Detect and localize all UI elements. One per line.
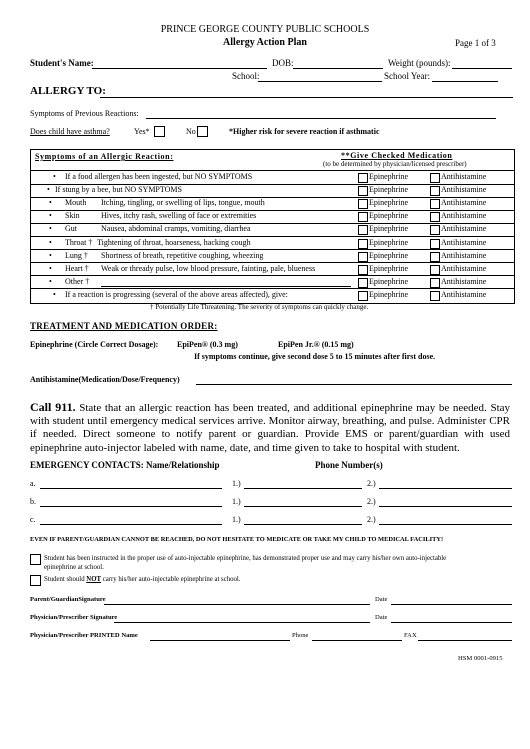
weight-field[interactable] xyxy=(452,68,512,69)
antihistamine-checkbox[interactable] xyxy=(430,186,440,196)
epinephrine-checkbox[interactable] xyxy=(358,239,368,249)
antihistamine-checkbox[interactable] xyxy=(430,199,440,209)
epinephrine-label: Epinephrine xyxy=(369,276,409,286)
second-dose-instruction: If symptoms continue, give second dose 5 to 15 minutes after first dose. xyxy=(194,352,436,361)
allergy-to-label: ALLERGY TO: xyxy=(30,85,106,97)
contact-phone2-label: 2.) xyxy=(367,497,376,506)
antihistamine-label: Antihistamine(Medication/Dose/Frequency) xyxy=(30,375,180,384)
table-row-divider xyxy=(31,275,514,276)
epinephrine-checkbox[interactable] xyxy=(358,291,368,301)
contact-phone1-label: 1.) xyxy=(232,497,241,506)
symptom-description: If stung by a bee, but NO SYMPTOMS xyxy=(55,185,182,195)
epinephrine-checkbox[interactable] xyxy=(358,252,368,262)
epinephrine-checkbox[interactable] xyxy=(358,225,368,235)
previous-reactions-field[interactable] xyxy=(146,118,496,119)
table-row-divider xyxy=(31,197,514,198)
epinephrine-checkbox[interactable] xyxy=(358,265,368,275)
table-row-divider xyxy=(31,249,514,250)
self-carry-text-line1: Student has been instructed in the proper use of auto-injectable epinephrine, has demonstrated proper use and may carry his/her own auto-injectable xyxy=(44,555,447,562)
symptom-area: Lung † xyxy=(65,250,88,260)
school-label: School: xyxy=(232,71,260,81)
previous-reactions-label: Symptoms of Previous Reactions: xyxy=(30,109,139,118)
row-bullet: • xyxy=(49,211,52,221)
epinephrine-checkbox[interactable] xyxy=(358,212,368,222)
symptom-description: If a reaction is progressing (several of the above areas affected), give: xyxy=(65,289,288,299)
epinephrine-label: Epinephrine xyxy=(369,250,409,260)
parent-date-label: Date xyxy=(375,596,388,603)
epinephrine-checkbox[interactable] xyxy=(358,199,368,209)
parent-date-field[interactable] xyxy=(391,604,512,605)
antihistamine-checkbox[interactable] xyxy=(430,173,440,183)
phone-field[interactable] xyxy=(312,640,402,641)
school-field[interactable] xyxy=(258,81,382,82)
row-bullet: • xyxy=(47,185,50,195)
call-911-paragraph xyxy=(30,401,510,455)
call-911-lead: Call 911. xyxy=(30,400,76,414)
epinephrine-checkbox[interactable] xyxy=(358,278,368,288)
no-self-carry-checkbox[interactable] xyxy=(30,575,41,586)
dob-label: DOB: xyxy=(272,58,294,68)
row-bullet: • xyxy=(49,198,52,208)
antihistamine-checkbox[interactable] xyxy=(430,212,440,222)
antihistamine-label: Antihistamine xyxy=(441,185,487,195)
phone-label: Phone xyxy=(292,632,309,639)
antihistamine-label: Antihistamine xyxy=(441,250,487,260)
epinephrine-label: Epinephrine xyxy=(369,172,409,181)
symptoms-header: Symptoms of an Allergic Reaction: xyxy=(35,152,174,161)
physician-signature-field[interactable] xyxy=(114,622,370,623)
contact-phone1-label: 1.) xyxy=(232,515,241,524)
antihistamine-field[interactable] xyxy=(196,384,512,385)
medication-subheader: (to be determined by physician/licensed prescriber) xyxy=(323,160,467,168)
contact-letter: c. xyxy=(30,515,36,524)
epinephrine-label: Epinephrine xyxy=(369,263,409,273)
weight-label: Weight (pounds): xyxy=(388,58,451,68)
physician-date-label: Date xyxy=(375,614,388,621)
medication-header: **Give Checked Medication xyxy=(341,151,453,160)
printed-name-label: Physician/Prescriber PRINTED Name xyxy=(30,632,138,639)
symptom-description: Tightening of throat, hoarseness, hacking cough xyxy=(97,237,251,247)
contact-name-field[interactable] xyxy=(40,524,222,525)
asthma-note: *Higher risk for severe reaction if asthmatic xyxy=(229,127,380,136)
school-year-field[interactable] xyxy=(432,81,498,82)
asthma-label: Does child have asthma? xyxy=(30,127,110,136)
school-name: PRINCE GEORGE COUNTY PUBLIC SCHOOLS xyxy=(160,24,370,35)
antihistamine-checkbox[interactable] xyxy=(430,239,440,249)
antihistamine-label: Antihistamine xyxy=(441,211,487,221)
table-row-divider xyxy=(31,236,514,237)
symptom-description: If a food allergen has been ingested, but NO SYMPTOMS xyxy=(65,172,253,181)
antihistamine-label: Antihistamine xyxy=(441,237,487,247)
row-bullet: • xyxy=(53,172,56,181)
emergency-contacts-heading: EMERGENCY CONTACTS: Name/Relationship xyxy=(30,460,220,470)
table-row-divider xyxy=(31,184,514,185)
table-row-divider xyxy=(31,262,514,263)
antihistamine-checkbox[interactable] xyxy=(430,278,440,288)
row-bullet: • xyxy=(53,289,56,299)
page-number: Page 1 of 3 xyxy=(455,38,496,48)
epinephrine-label: Epinephrine xyxy=(369,198,409,208)
physician-signature-label: Physician/Prescriber Signature xyxy=(30,614,118,621)
medicate-warning: EVEN IF PARENT/GUARDIAN CANNOT BE REACHED, DO NOT HESITATE TO MEDICATE OR TAKE MY CHILD TO MEDICAL FACILITY! xyxy=(30,536,444,543)
antihistamine-label: Antihistamine xyxy=(441,198,487,208)
epinephrine-label: Epinephrine xyxy=(369,289,409,299)
antihistamine-label: Antihistamine xyxy=(441,289,487,299)
contact-phone2-field[interactable] xyxy=(379,524,512,525)
contact-phone1-field[interactable] xyxy=(244,506,362,507)
symptom-area: Other † xyxy=(65,276,90,286)
symptom-description: Shortness of breath, repetitive coughing, wheezing xyxy=(101,250,264,260)
no-self-carry-text: Student should NOT carry his/her auto-injectable epinephrine at school. xyxy=(44,576,241,583)
epinephrine-checkbox[interactable] xyxy=(358,173,368,183)
antihistamine-label: Antihistamine xyxy=(441,263,487,273)
table-row-divider xyxy=(31,288,514,289)
parent-signature-label: Parent/GuardianSignature xyxy=(30,596,106,603)
form-title: Allergy Action Plan xyxy=(223,37,307,48)
table-row-divider xyxy=(31,210,514,211)
symptom-area: Throat † xyxy=(65,237,93,247)
contact-name-field[interactable] xyxy=(40,506,222,507)
symptom-area: Mouth xyxy=(65,198,87,208)
asthma-yes-checkbox[interactable] xyxy=(154,126,165,137)
epinephrine-checkbox[interactable] xyxy=(358,186,368,196)
treatment-heading: TREATMENT AND MEDICATION ORDER: xyxy=(30,321,218,331)
contact-letter: a. xyxy=(30,479,36,488)
epinephrine-label: Epinephrine xyxy=(369,211,409,221)
fax-field[interactable] xyxy=(418,640,512,641)
self-carry-checkbox[interactable] xyxy=(30,554,41,565)
row-bullet: • xyxy=(49,263,52,273)
contact-phone2-field[interactable] xyxy=(379,488,512,489)
epipen-jr-option[interactable]: EpiPen Jr.® (0.15 mg) xyxy=(278,340,354,349)
contact-letter: b. xyxy=(30,497,36,506)
symptom-area: Skin xyxy=(65,211,80,221)
contact-name-field[interactable] xyxy=(40,488,222,489)
row-bullet: • xyxy=(49,224,52,234)
symptoms-table xyxy=(30,149,515,304)
antihistamine-checkbox[interactable] xyxy=(430,252,440,262)
contact-phone1-label: 1.) xyxy=(232,479,241,488)
printed-name-field[interactable] xyxy=(150,640,290,641)
asthma-no-checkbox[interactable] xyxy=(197,126,208,137)
symptom-description: Hives, itchy rash, swelling of face or extremities xyxy=(101,211,257,221)
self-carry-text-line2: epinephrine at school. xyxy=(44,564,104,571)
school-year-label: School Year: xyxy=(384,71,431,81)
dob-field[interactable] xyxy=(293,68,383,69)
contact-phone1-field[interactable] xyxy=(244,488,362,489)
epinephrine-dosage-label: Epinephrine (Circle Correct Dosage): xyxy=(30,340,159,349)
table-header-divider xyxy=(31,170,514,171)
row-bullet: • xyxy=(49,250,52,260)
contact-phone2-label: 2.) xyxy=(367,515,376,524)
antihistamine-label: Antihistamine xyxy=(441,276,487,286)
symptom-description: Weak or thready pulse, low blood pressure, fainting, pale, blueness xyxy=(101,263,316,273)
parent-signature-field[interactable] xyxy=(104,604,370,605)
antihistamine-checkbox[interactable] xyxy=(430,265,440,275)
symptom-description: Itching, tingling, or swelling of lips, tongue, mouth xyxy=(101,198,265,208)
physician-date-field[interactable] xyxy=(391,622,512,623)
epipen-option[interactable]: EpiPen® (0.3 mg) xyxy=(177,340,238,349)
symptom-description: Nausea, abdominal cramps, vomiting, diarrhea xyxy=(101,224,251,234)
allergy-to-field[interactable] xyxy=(100,97,513,98)
contact-phone1-field[interactable] xyxy=(244,524,362,525)
student-name-field[interactable] xyxy=(92,68,267,69)
life-threatening-footnote: † Potentially Life Threatening. The severity of symptoms can quickly change. xyxy=(150,303,369,311)
phone-numbers-heading: Phone Number(s) xyxy=(315,460,383,470)
contact-phone2-label: 2.) xyxy=(367,479,376,488)
asthma-no-label: No xyxy=(186,127,196,136)
symptom-area: Gut xyxy=(65,224,77,234)
epinephrine-label: Epinephrine xyxy=(369,185,409,195)
form-id: HSM 0001-0915 xyxy=(458,655,503,662)
epinephrine-label: Epinephrine xyxy=(369,224,409,234)
row-bullet: • xyxy=(49,237,52,247)
fax-label: FAX xyxy=(404,632,417,639)
antihistamine-checkbox[interactable] xyxy=(430,291,440,301)
symptom-area: Heart † xyxy=(65,263,89,273)
contact-phone2-field[interactable] xyxy=(379,506,512,507)
other-symptom-field[interactable] xyxy=(101,286,351,287)
epinephrine-label: Epinephrine xyxy=(369,237,409,247)
antihistamine-label: Antihistamine xyxy=(441,224,487,234)
call-911-text: State that an allergic reaction has been treated, and additional epinephrine may be needed. Stay with student until emergency medical services arrive. Monitor airway, breathing, and pulse. Administer CPR if needed. Direct someone to notify parent or guardian. Provide EMS or parent/guardian with used epinephrine auto-injector labeled with name, date, and time given to take to hospital with student. xyxy=(30,402,511,454)
antihistamine-label: Antihistamine xyxy=(441,172,487,181)
student-name-label: Student's Name: xyxy=(30,58,94,68)
row-bullet: • xyxy=(49,276,52,286)
antihistamine-checkbox[interactable] xyxy=(430,225,440,235)
asthma-yes-label: Yes* xyxy=(134,127,150,136)
table-row-divider xyxy=(31,223,514,224)
